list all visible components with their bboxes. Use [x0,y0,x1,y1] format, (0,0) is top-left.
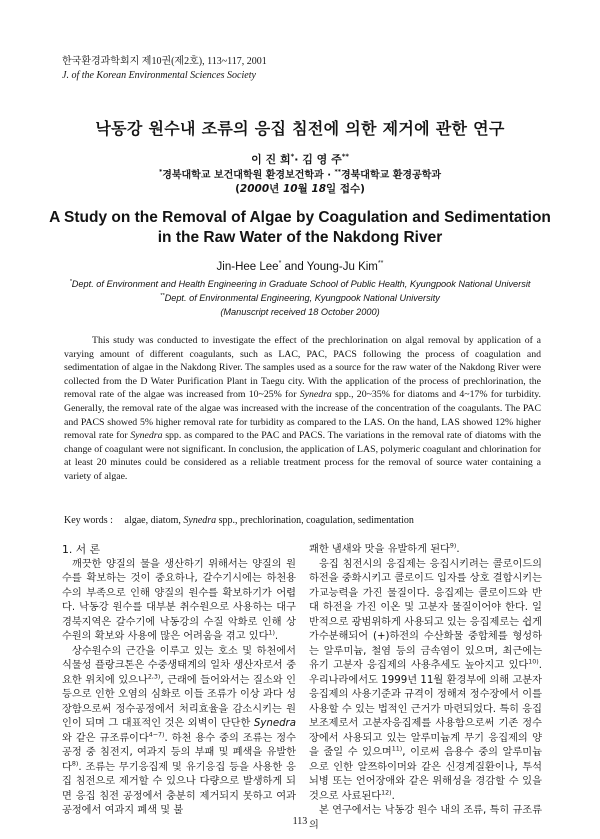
text-run: 경북대학교 환경공학과 [340,170,442,181]
reference-superscript: ** [334,168,341,176]
title-english-line: A Study on the Removal of Algae by Coagulation and Sedimentation [49,209,551,226]
italic-text: 18 [311,183,327,195]
text-run: Dept. of Environmental Engineering, Kyungpook National University [164,293,440,303]
manuscript-received: (Manuscript received 18 October 2000) [220,307,380,317]
affiliation-english-2 [0,291,600,305]
authors-english [0,261,600,273]
italic-text: Synedra [253,718,296,729]
title-english [0,208,600,248]
text-run: and Young-Ju Kim [281,261,378,273]
reference-superscript: 9) [449,542,457,550]
text-run: 월 [297,183,312,195]
text-run: . 우리나라에서도 1999년 11월 환경부에 의해 고분자응집제의 사용기준과 규격이 정해져 정수장에서 이를 사용할 수 있는 법적인 근거가 마련되었다. 특히 응집보조제로서 고분자응집제를 사용함으로써 기존 정수장에서 사용되고 있는 알루미늄계 무기 응집제의 양을 줄일 수 있으며 [309,660,542,758]
text-run: 본 연구에서는 낙동강 원수 내의 조류, 특히 규조류의 [309,805,542,831]
paragraph [62,645,296,819]
reference-superscript: 4~7) [148,731,165,739]
abstract [64,334,541,484]
text-run: spp., 20~35% for diatoms and 4~17% for turbidity. Generally, the removal rate of the algae was increased with the increase of the concentration of the coagulants. The PAC and PACS showed 5% higher removal rate for turbidity as compared to the LAS. On the hand, LAS showed 12% higher removal rate for [64,389,542,442]
text-run: 경북대학교 보건대학원 환경보건학과 · [162,170,335,181]
text-run: 일 접수) [326,183,365,195]
paragraph [62,558,296,645]
text-run: algae, diatom, [124,515,184,526]
affiliations-english [0,277,600,319]
text-run: , 근래에 들어와서는 질소와 인 등으로 인한 오염의 심화로 이들 조류가 이상 과다 성장함으로써 정수공정에서 처리효율을 감소시키는 원인이 되며 그 대표적인 것은 외벽이 단단한 [62,674,296,729]
text-run: . [391,790,395,802]
text-run: 년 [269,183,283,195]
reference-superscript: 11) [391,745,403,753]
text-run: spp., prechlorination, coagulation, sedimentation [216,515,414,526]
text-run: 이 진 희 [251,153,291,166]
italic-text: Synedra [130,430,163,442]
reference-superscript: 12) [381,789,392,797]
text-run: . 하천 용수 중의 조류는 정수공정 중 침전지, 여과지 등의 부패 및 폐색을 유발한다 [62,732,296,773]
received-date-korean [0,181,600,196]
italic-text: Synedra [183,515,217,526]
reference-superscript: * [158,168,163,176]
text-run: 쾌한 냄새와 맛을 유발하게 된다 [309,544,450,555]
reference-superscript: 10) [528,658,539,666]
text-run: . [456,544,460,555]
authors-korean [0,151,600,167]
journal-name-en: J. of the Korean Environmental Sciences Society [62,70,256,81]
text-run: , 이로써 음용수 중의 알루미늄으로 인한 알쯔하이머와 같은 신경계질환이나, 투석뇌병 또는 언어장애와 같은 위해성을 경감할 수 있을 것으로 사료된다 [309,747,542,802]
title-korean: 낙동강 원수내 조류의 응집 침전에 의한 제거에 관한 연구 [95,119,505,138]
page-number: 113 [292,816,308,827]
journal-citation-ko: 한국환경과학회지 제10권(제2호), 113~117, 2001 [62,56,267,67]
affiliation-english-1 [0,277,600,291]
affiliation-korean [0,166,600,181]
reference-superscript: ** [160,292,165,299]
keywords-label: Key words : [64,515,113,526]
text-run: Jin-Hee Lee [216,261,279,273]
italic-text: Synedra [299,389,332,401]
reference-superscript: 8) [71,760,79,768]
intro-right-column [309,543,542,833]
keywords-list [125,515,414,526]
text-run: 상수원수의 근간을 이루고 있는 호소 및 하천에서 식물성 플랑크톤은 수중생태계의 일차 생산자로서 중요한 위치에 있으나 [62,645,296,686]
reference-superscript: ** [377,259,384,268]
text-run: . 조류는 무기응집제 및 유기응집 등을 사용한 응집 침전으로 제거할 수 있으나 다량으로 발생하게 되면 응집 침전 공정에서 충분히 제거되지 못하고 여과 공정에서 여과지 폐색 및 불 [62,761,296,816]
section-heading: 1. 서 론 [62,543,101,556]
italic-text: 10 [282,183,298,195]
text-run: Dept. of Environment and Health Engineering in Graduate School of Public Health, Kyungpook National Universit [71,279,531,289]
keywords [64,514,541,528]
reference-superscript: ** [341,152,349,161]
reference-superscript: * [290,152,295,161]
reference-superscript: * [69,278,72,285]
text-run: 와 같은 규조류이다 [62,732,149,744]
italic-text: 2000 [239,183,270,195]
text-run: spp. as compared to the PAC and PACS. The variations in the removal rate of diatoms with the change of coagulant were not significant. In conclusion, the application of LAS, polymeric coagulant and chlorination for at least 20 minutes could be considered as a reliable treatment process for the removal of source water containing a variety of algae. [64,430,541,482]
reference-superscript: * [278,259,282,268]
reference-superscript: 2,3) [147,673,161,681]
title-english-line: in the Raw Water of the Nakdong River [157,229,443,246]
journal-header [62,55,267,83]
text-run: This study was conducted to investigate the effect of the prechlorination on algal removal by application of a varying amount of different coagulants, such as LAC, PAC, PACS following the process of coagulation and sedimentation of algae in the Nakdong River. The samples used as a source for the raw water of the Nakdong River were collected from the D Water Purification Plant in Taegu city. With the application of the process of prechlorination, the removal rate of the algae was increased from 10~25% for [64,335,541,401]
text-run: · 김 영 주 [294,153,342,166]
paragraph [309,543,542,558]
text-run: 응집 침전시의 응집제는 응집시키려는 콜로이드의 하전을 중화시키고 콜로이드 입자를 상호 결합시키는 가교능력을 가진 물질이다. 응집제는 콜로이드와 반대 하전을 가진 이온 및 고분자 물질이어야 한다. 일반적으로 광범위하게 사용되고 있는 응집제로는 쉽게 가수분해되어 (+)하전의 수산화물 중합체를 형성하는 알루미늄, 철염 등의 금속염이 있으며, 최근에는 유기 고분자 응집제의 사용추세도 높아지고 있다 [309,558,542,671]
intro-left-column [62,543,296,819]
text-run: 깨끗한 양질의 물을 생산하기 위해서는 양질의 원수를 확보하는 것이 중요하나, 갈수기시에는 하천용수의 부족으로 인해 양질의 원수를 확보하기가 어렵다. 낙동강 원수를 대부분 취수원으로 사용하는 대구 경북지역은 갈수기에 낙동강의 수질 악화로 인해 상수원의 확보와 사용에 많은 어려움을 겪고 있다 [62,558,296,642]
left-column-paragraphs [62,558,296,819]
text-run: . [274,631,279,642]
reference-superscript: 1) [268,629,275,637]
paragraph [309,558,542,805]
text-run: ( [235,183,240,195]
